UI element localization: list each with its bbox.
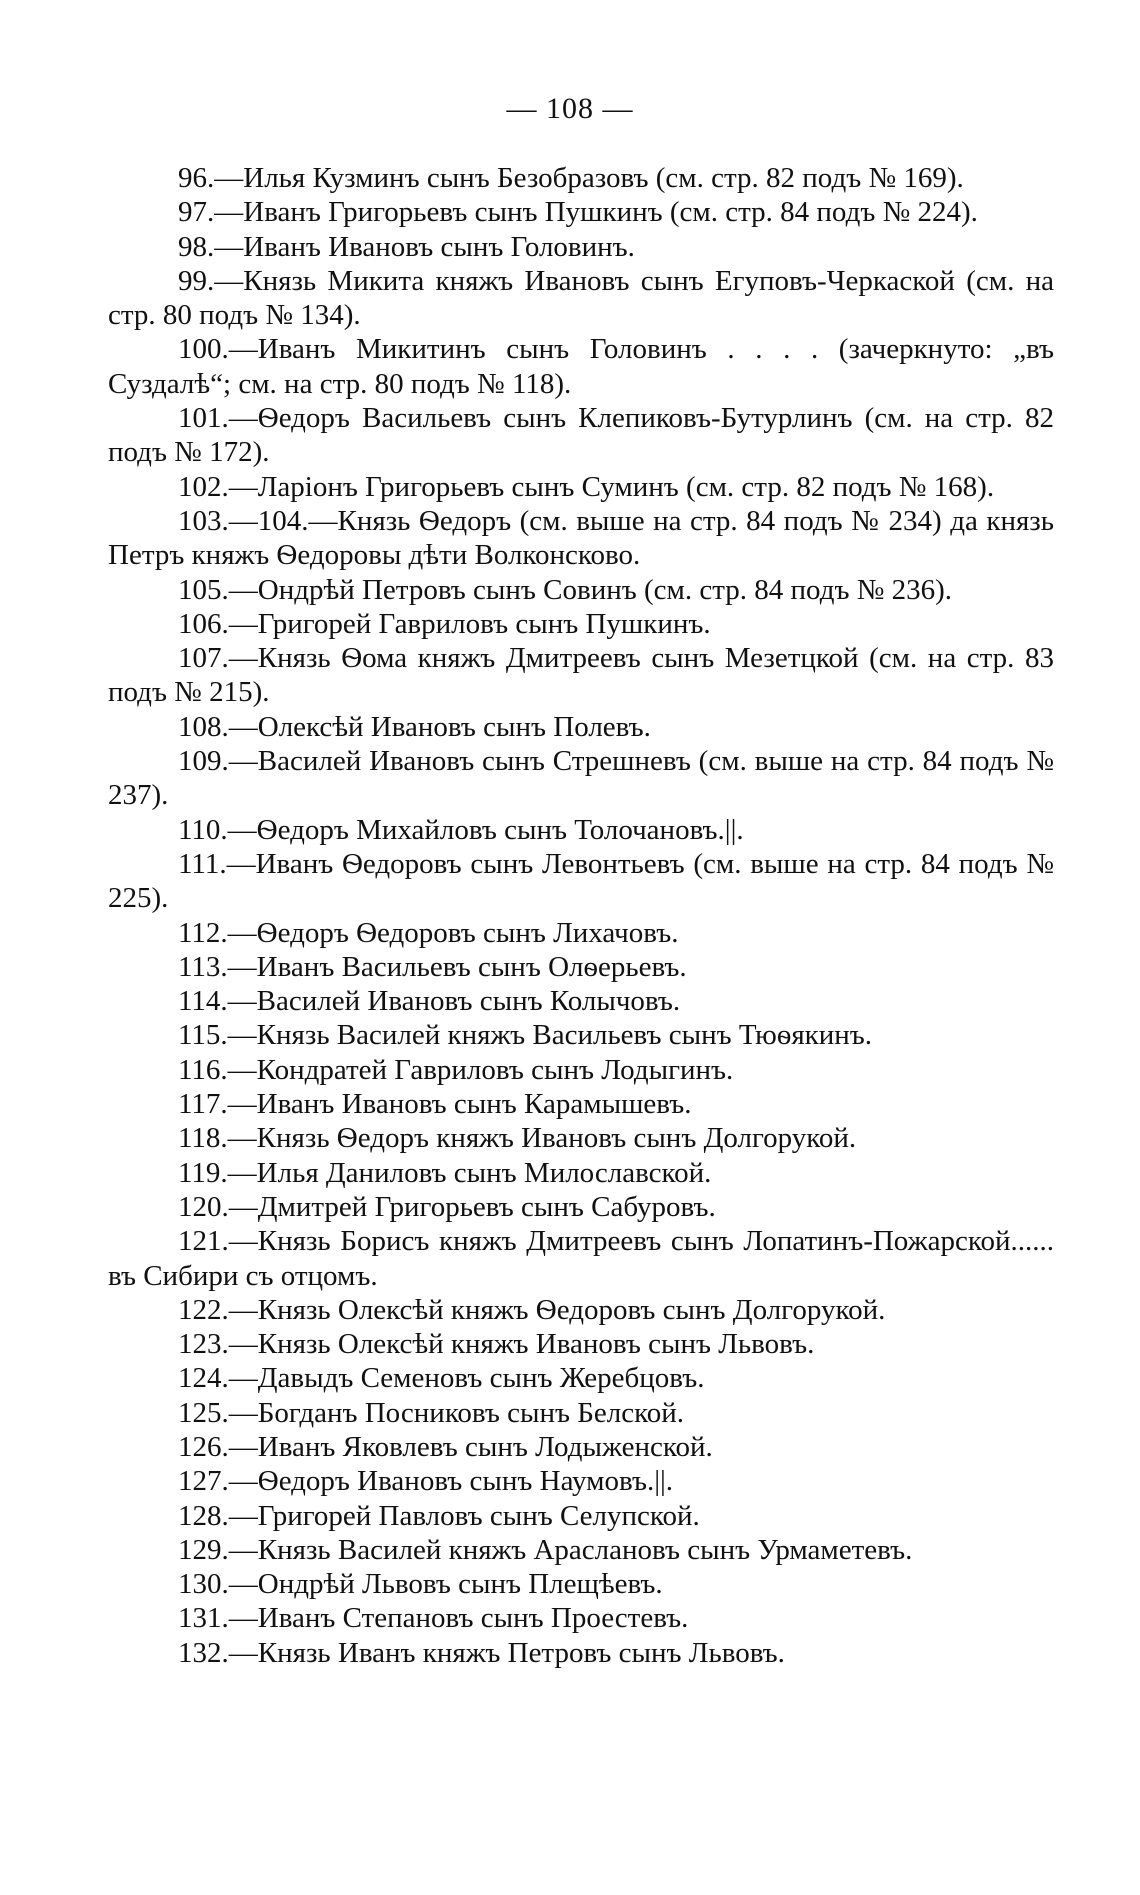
list-item: 97.—Иванъ Григорьевъ сынъ Пушкинъ (см. стр. 84 подъ № 224). — [178, 196, 978, 229]
list-item: 113.—Иванъ Васильевъ сынъ Олѳерьевъ. — [178, 950, 687, 983]
list-item: 118.—Князь Ѳедоръ княжъ Ивановъ сынъ Долгорукой. — [178, 1122, 857, 1155]
list-item: 108.—Олексѣй Ивановъ сынъ Полевъ. — [178, 710, 651, 743]
entry-list — [108, 161, 1054, 1670]
list-item: 102.—Ларіонъ Григорьевъ сынъ Суминъ (см. стр. 82 подъ № 168). — [178, 470, 995, 503]
list-item: 116.—Кондратей Гавриловъ сынъ Лодыгинъ. — [178, 1053, 734, 1086]
list-item: 127.—Ѳедоръ Ивановъ сынъ Наумовъ.||. — [178, 1465, 674, 1498]
list-item: 96.—Илья Кузминъ сынъ Безобразовъ (см. стр. 82 подъ № 169). — [178, 162, 964, 194]
list-item: 130.—Ондрѣй Львовъ сынъ Плещѣевъ. — [178, 1568, 663, 1601]
list-item: 106.—Григорей Гавриловъ сынъ Пушкинъ. — [178, 607, 711, 640]
list-item: 114.—Василей Ивановъ сынъ Колычовъ. — [178, 985, 681, 1018]
list-item: 128.—Григорей Павловъ сынъ Селупской. — [178, 1499, 700, 1532]
list-item: 119.—Илья Даниловъ сынъ Милославской. — [178, 1156, 712, 1189]
list-item: 123.—Князь Олексѣй княжъ Ивановъ сынъ Львовъ. — [178, 1328, 815, 1361]
list-item: 121.—Князь Борисъ княжъ Дмитреевъ сынъ Лопатинъ-Пожарской...... въ Сибири съ отцомъ. — [108, 1225, 1054, 1292]
list-item: 100.—Иванъ Микитинъ сынъ Головинъ . . . . (зачеркнуто: „въ Суздалѣ“; см. на стр. 80 подъ № 118). — [108, 333, 1054, 400]
list-item: 112.—Ѳедоръ Ѳедоровъ сынъ Лихачовъ. — [178, 916, 679, 949]
list-item: 122.—Князь Олексѣй княжъ Ѳедоровъ сынъ Долгорукой. — [178, 1293, 886, 1326]
list-item: 99.—Князь Микита княжъ Ивановъ сынъ Егуповъ-Черкаской (см. на стр. 80 подъ № 134). — [108, 264, 1054, 332]
list-item: 129.—Князь Василей княжъ Арaслановъ сынъ Урмаметевъ. — [178, 1533, 913, 1566]
list-item: 117.—Иванъ Ивановъ сынъ Карамышевъ. — [178, 1088, 692, 1121]
list-item: 120.—Дмитрей Григорьевъ сынъ Сабуровъ. — [178, 1190, 716, 1223]
list-item: 126.—Иванъ Яковлевъ сынъ Лодыженской. — [178, 1430, 713, 1463]
list-item: 124.—Давыдъ Семеновъ сынъ Жеребцовъ. — [178, 1362, 705, 1395]
list-item: 101.—Ѳедоръ Васильевъ сынъ Клепиковъ-Бутурлинъ (см. на стр. 82 подъ № 172). — [108, 402, 1054, 469]
list-item: 107.—Князь Ѳома княжъ Дмитреевъ сынъ Мезетцкой (см. на стр. 83 подъ № 215). — [108, 642, 1054, 709]
list-item: 115.—Князь Василей княжъ Васильевъ сынъ Тюѳякинъ. — [178, 1019, 873, 1052]
list-item: 131.—Иванъ Степановъ сынъ Проестевъ. — [178, 1602, 689, 1635]
page-number: — 108 — — [506, 92, 634, 125]
list-item: 98.—Иванъ Ивановъ сынъ Головинъ. — [178, 230, 635, 263]
list-item: 125.—Богданъ Посниковъ сынъ Белской. — [178, 1396, 685, 1429]
list-item: 110.—Ѳедоръ Михайловъ сынъ Толочановъ.||. — [178, 813, 744, 846]
list-item: 109.—Василей Ивановъ сынъ Стрешневъ (см. выше на стр. 84 подъ № 237). — [108, 745, 1054, 812]
list-item: 111.—Иванъ Ѳедоровъ сынъ Левонтьевъ (см. выше на стр. 84 подъ № 225). — [108, 847, 1054, 915]
list-item: 132.—Князь Иванъ княжъ Петровъ сынъ Львовъ. — [178, 1636, 785, 1669]
list-item: 103.—104.—Князь Ѳедоръ (см. выше на стр. 84 подъ № 234) да князь Петръ княжъ Ѳедоровы дѣти Волконсково. — [108, 504, 1054, 572]
list-item: 105.—Ондрѣй Петровъ сынъ Совинъ (см. стр. 84 подъ № 236). — [178, 573, 953, 606]
